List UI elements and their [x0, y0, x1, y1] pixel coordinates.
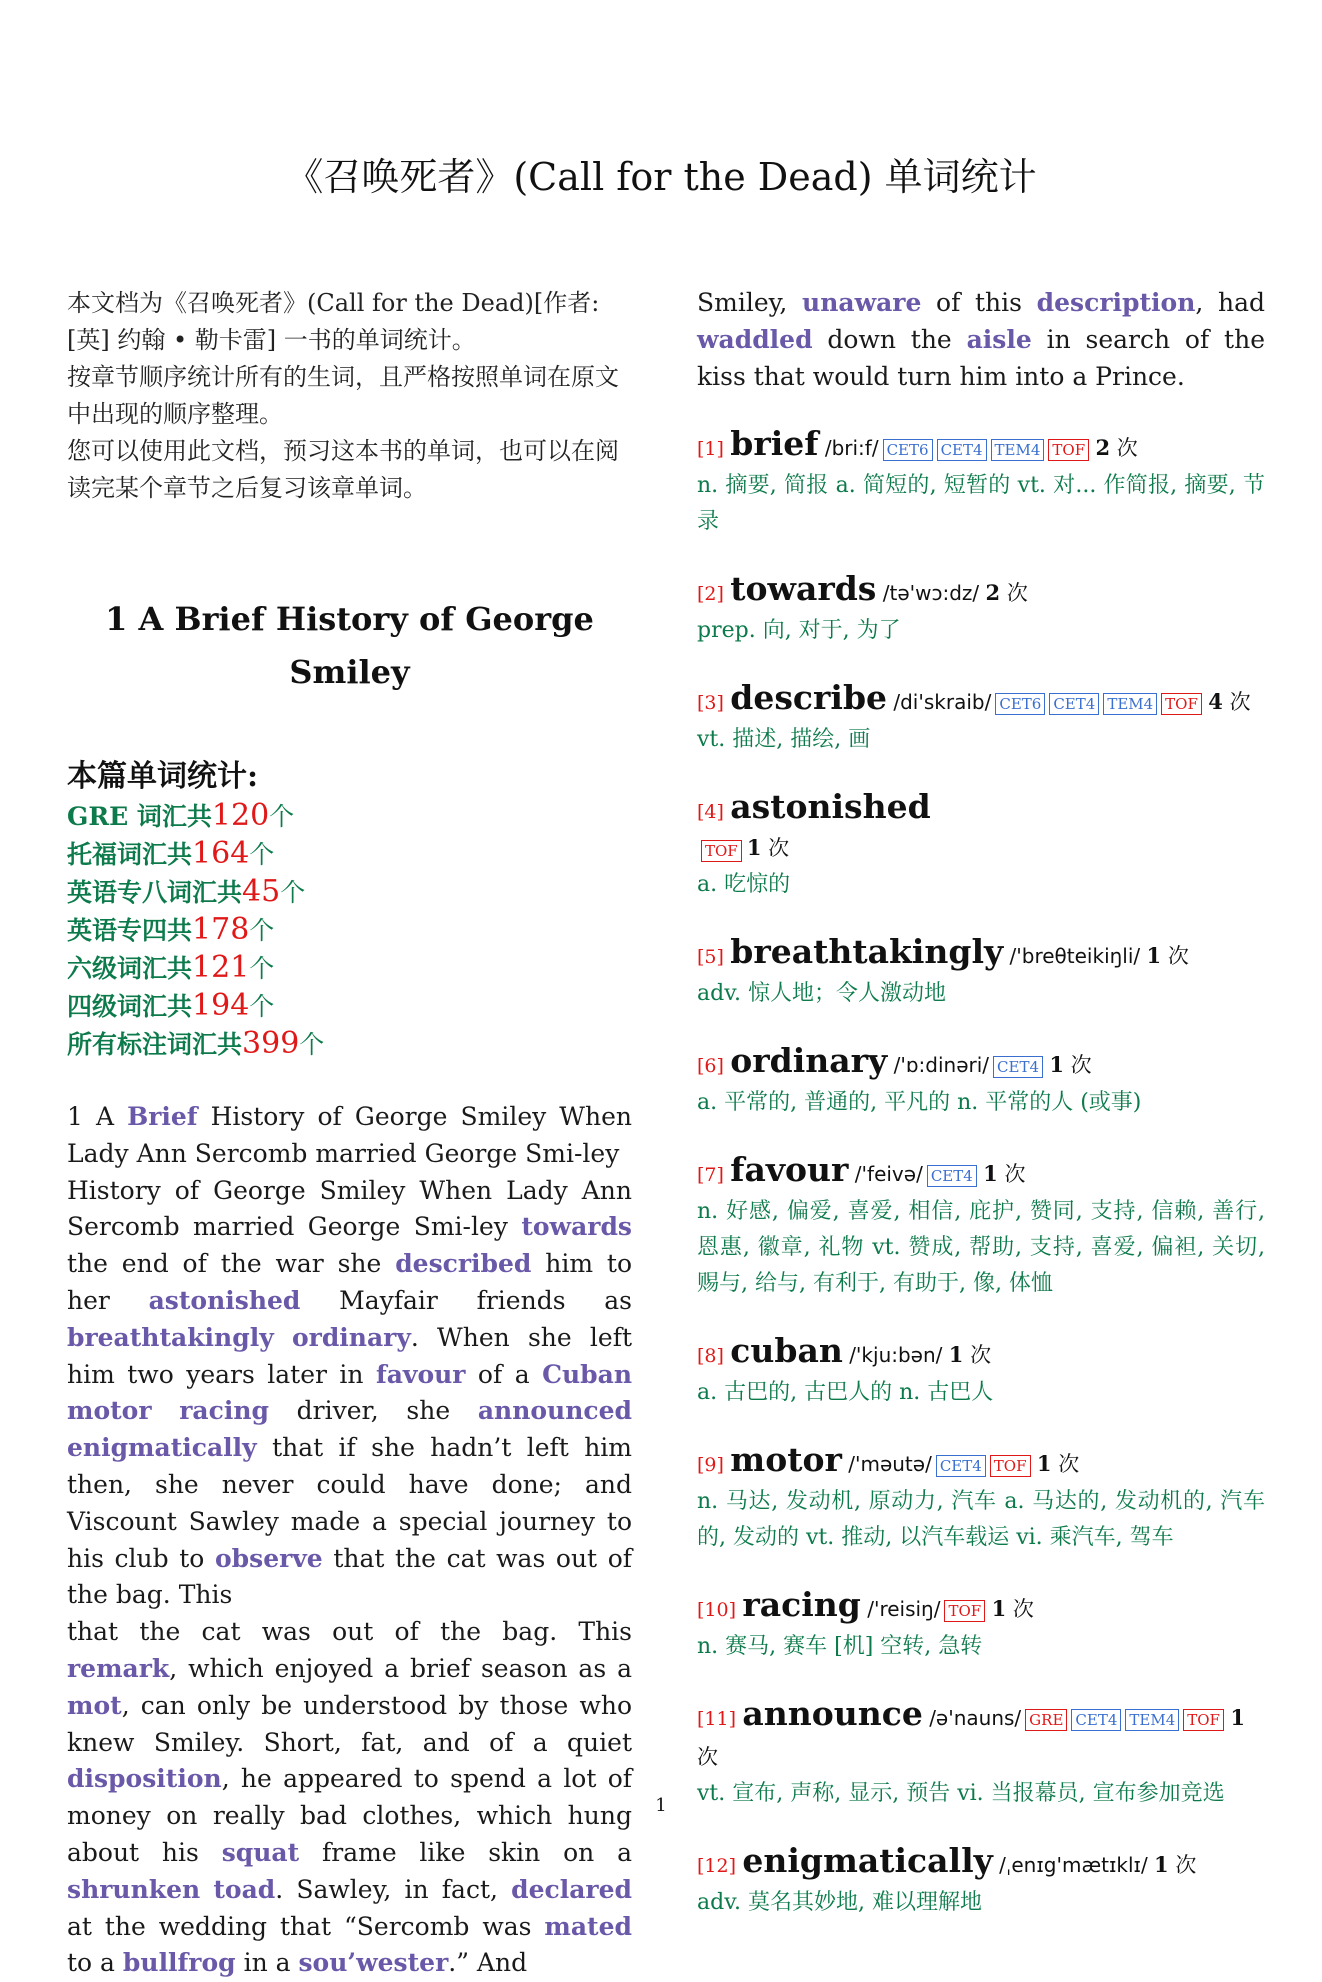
text-run: down the [812, 324, 967, 354]
continued-passage [697, 285, 1265, 395]
entry-index: [9] [697, 1454, 724, 1477]
entry-frequency [1049, 1053, 1091, 1077]
entry-word: motor [730, 1440, 842, 1480]
vocab-entry [697, 1042, 1265, 1121]
text-run: , had [1195, 288, 1265, 317]
vocab-word: mot [67, 1690, 122, 1720]
text-run: History of George Smiley When Lady Ann Sercomb married George Smi-ley [67, 1102, 632, 1168]
stat-row-all: 所有标注词汇共399个 [67, 1026, 325, 1061]
entry-frequency [949, 1343, 991, 1367]
vocab-entry [697, 1586, 1265, 1665]
vocab-word: unaware [802, 288, 922, 317]
entry-frequency [747, 836, 789, 860]
frequency-unit: 次 [970, 1343, 992, 1368]
stat-row-gre: GRE 词汇共120个 [67, 798, 295, 833]
left-column [67, 285, 632, 1982]
entry-definition: n. 马达, 发动机, 原动力, 汽车 a. 马达的, 发动机的, 汽车的, 发动的 vt. 推动, 以汽车载运 vi. 乘汽车, 驾车 [697, 1489, 1265, 1551]
text-run: . When she left him two years later in [67, 1322, 633, 1389]
vocab-word: breathtakingly [67, 1322, 274, 1352]
frequency-count: 1 [991, 1596, 1007, 1622]
chapter-body-text [67, 1099, 632, 1982]
entry-definition: a. 吃惊的 [697, 872, 791, 898]
entry-index: [8] [697, 1345, 724, 1368]
vocab-word: motor [67, 1396, 152, 1426]
entry-head [697, 1441, 1265, 1484]
frequency-count: 1 [948, 1342, 964, 1368]
text-run [152, 1396, 180, 1425]
exam-tag: CET4 [927, 1165, 977, 1187]
exam-tag: CET6 [995, 693, 1045, 715]
entry-word: favour [730, 1150, 849, 1190]
vocab-entry [697, 788, 1265, 903]
entry-tags [697, 831, 1265, 867]
entry-definition: vt. 宣布, 声称, 显示, 预告 vi. 当报幕员, 宣布参加竞选 [697, 1781, 1225, 1807]
stat-row-toefl: 托福词汇共164个 [67, 836, 275, 871]
text-run: of a [465, 1359, 543, 1389]
stat-row-cet6: 六级词汇共121个 [67, 950, 275, 985]
frequency-count: 2 [985, 580, 1001, 606]
entry-head [697, 788, 1265, 831]
vocab-word: astonished [148, 1285, 301, 1315]
entry-phonetic: /'reisiŋ/ [867, 1597, 941, 1622]
vocab-word: disposition [67, 1764, 222, 1794]
vocab-entry [697, 933, 1265, 1012]
entry-head [697, 1842, 1265, 1885]
frequency-unit: 次 [1006, 581, 1028, 606]
entry-index: [5] [697, 946, 724, 969]
stats-title: 本篇单词统计: [67, 759, 259, 794]
entry-head [697, 1695, 1265, 1776]
entry-definition: a. 古巴的, 古巴人的 n. 古巴人 [697, 1380, 994, 1406]
vocab-entry [697, 1441, 1265, 1556]
vocab-word: enigmatically [67, 1433, 257, 1463]
entry-definition: a. 平常的, 普通的, 平凡的 n. 平常的人 (或事) [697, 1090, 1142, 1116]
stats-list [67, 797, 632, 1063]
entry-word: brief [730, 424, 819, 464]
exam-tag: TOF [1183, 1709, 1224, 1731]
entry-phonetic: /'ɒ:dinəri/ [893, 1053, 990, 1078]
entry-head [697, 1586, 1265, 1629]
exam-tag: TEM4 [1103, 693, 1157, 715]
frequency-unit: 次 [1175, 1853, 1197, 1878]
text-run: Mayfair friends as [300, 1285, 633, 1315]
frequency-count: 1 [1146, 943, 1162, 969]
entry-definition: n. 好感, 偏爱, 喜爱, 相信, 庇护, 赞同, 支持, 信赖, 善行, 恩惠, 徽章, 礼物 vt. 赞成, 帮助, 支持, 喜爱, 偏袒, 关切, 赐与, 给与, 有利于, 有助于, 像, 体恤 [697, 1199, 1265, 1297]
vocab-word: towards [521, 1212, 632, 1242]
text-run: .” And [448, 1948, 528, 1978]
entry-word: ordinary [730, 1041, 888, 1081]
frequency-count: 4 [1208, 689, 1223, 715]
text-run: , can only be understood by those who knew Smiley. Short, fat, and of a quiet [67, 1690, 632, 1757]
text-run: that if she hadn’t left him then, she never could have done; and Viscount Sawley made a special journey to his club to [67, 1433, 632, 1573]
entry-definition: adv. 惊人地；令人激动地 [697, 981, 947, 1007]
entry-frequency [983, 1162, 1025, 1186]
exam-tag: CET6 [883, 439, 933, 461]
vocab-entry [697, 570, 1265, 649]
vocab-word: squat [221, 1837, 300, 1867]
vocab-word: observe [214, 1543, 323, 1573]
text-run [274, 1323, 292, 1352]
text-run: him to her [67, 1249, 633, 1315]
entry-index: [12] [697, 1855, 737, 1878]
entry-index: [2] [697, 583, 724, 606]
text-run: in a [235, 1948, 299, 1978]
vocab-word: remark [67, 1653, 170, 1683]
vocab-word: announced [477, 1396, 632, 1426]
right-column [697, 285, 1265, 1921]
entry-head [697, 425, 1265, 468]
text-run [200, 1875, 213, 1904]
entry-frequency [1037, 1452, 1079, 1476]
entry-phonetic: /ə'nauns/ [929, 1706, 1022, 1731]
entry-frequency [1208, 690, 1250, 714]
entry-index: [4] [697, 801, 724, 824]
exam-tag: TEM4 [1125, 1709, 1179, 1731]
entry-phonetic: /'feivə/ [854, 1162, 923, 1187]
frequency-count: 1 [983, 1161, 998, 1187]
page-number: 1 [655, 1795, 667, 1816]
frequency-count: 2 [1095, 435, 1111, 461]
vocab-word: Brief [127, 1102, 198, 1131]
entry-word: cuban [730, 1331, 843, 1371]
entry-index: [7] [697, 1164, 724, 1187]
exam-tag: CET4 [1071, 1709, 1121, 1731]
exam-tag: CET4 [1049, 693, 1099, 715]
intro-line-1: 本文档为《召唤死者》(Call for the Dead)[作者: [英] 约翰 • 勒卡雷] 一书的单词统计。 [67, 289, 600, 354]
frequency-unit: 次 [1058, 1452, 1080, 1477]
entry-phonetic: /ˌenɪg'mætɪklɪ/ [999, 1853, 1148, 1878]
entry-definition: n. 摘要, 简报 a. 简短的, 短暂的 vt. 对... 作简报, 摘要, 节录 [697, 473, 1265, 535]
vocabulary-list [697, 425, 1265, 1921]
text-run: , he appeared to spend a lot of money on really bad clothes, which hung about his [67, 1764, 632, 1867]
entry-phonetic: /'məutə/ [848, 1452, 932, 1477]
frequency-unit: 次 [1167, 944, 1189, 969]
stat-row-cet4: 四级词汇共194个 [67, 988, 275, 1023]
vocab-word: toad [213, 1874, 276, 1904]
frequency-count: 1 [1036, 1451, 1052, 1477]
entry-phonetic: /bri:f/ [824, 436, 879, 461]
exam-tag: TOF [701, 840, 742, 862]
entry-frequency [1147, 944, 1189, 968]
exam-tag: TOF [990, 1455, 1031, 1477]
entry-index: [10] [697, 1599, 737, 1622]
intro [67, 285, 632, 507]
vocab-word: waddled [697, 324, 813, 354]
entry-definition: adv. 莫名其妙地, 难以理解地 [697, 1890, 982, 1916]
vocab-word: mated [544, 1911, 632, 1941]
text-run: , which enjoyed a brief season as a [169, 1653, 632, 1683]
vocab-entry [697, 1842, 1265, 1921]
text-run: of this [921, 288, 1037, 317]
entry-index: [11] [697, 1708, 737, 1731]
text-run: that the cat was out of the bag. This [67, 1543, 633, 1610]
entry-head [697, 933, 1265, 976]
text-run: that the cat was out of the bag. This [67, 1617, 632, 1647]
vocab-word: described [395, 1249, 532, 1279]
stat-row-tem4: 英语专四共178个 [67, 912, 275, 947]
intro-line-3: 您可以使用此文档，预习这本书的单词，也可以在阅读完某个章节之后复习该章单词。 [67, 437, 619, 502]
entry-frequency [986, 581, 1028, 605]
exam-tag: CET4 [937, 439, 987, 461]
exam-tag: CET4 [936, 1455, 986, 1477]
entry-head [697, 679, 1265, 722]
frequency-count: 1 [746, 835, 762, 861]
exam-tag: CET4 [993, 1056, 1043, 1078]
entry-definition: vt. 描述, 描绘, 画 [697, 727, 871, 753]
exam-tag: TOF [1161, 693, 1202, 715]
chapter-heading: 1 A Brief History of George Smiley [105, 600, 594, 691]
entry-index: [3] [697, 692, 724, 715]
entry-phonetic: /'kju:bən/ [849, 1343, 943, 1368]
intro-line-2: 按章节顺序统计所有的生词，且严格按照单词在原文中出现的顺序整理。 [67, 363, 619, 428]
frequency-count: 1 [1154, 1852, 1169, 1878]
text-run: 1 A [67, 1102, 128, 1131]
text-run: to a [67, 1948, 123, 1978]
vocab-word: favour [375, 1359, 466, 1389]
entry-phonetic: /tə'wɔ:dz/ [882, 581, 980, 606]
frequency-unit: 次 [1012, 1597, 1034, 1622]
frequency-unit: 次 [1004, 1162, 1026, 1187]
text-run: driver, she [268, 1396, 478, 1426]
frequency-count: 1 [1049, 1052, 1064, 1078]
frequency-unit: 次 [1070, 1053, 1092, 1078]
text-run: frame like skin on a [299, 1837, 632, 1867]
entry-frequency [1095, 436, 1137, 460]
text-run: the end of the war she [67, 1249, 396, 1279]
entry-head [697, 1332, 1265, 1375]
vocab-entry [697, 1151, 1265, 1302]
entry-word: racing [742, 1585, 861, 1625]
text-run: in search of the kiss that would turn him into a Prince. [697, 324, 1265, 391]
entry-index: [6] [697, 1055, 724, 1078]
entry-definition: prep. 向, 对于, 为了 [697, 618, 901, 644]
entry-word: towards [730, 569, 877, 609]
vocab-word: description [1036, 288, 1196, 317]
stat-row-tem8: 英语专八词汇共45个 [67, 874, 306, 909]
text-run: . Sawley, in fact, [275, 1874, 512, 1904]
vocab-word: shrunken [67, 1874, 201, 1904]
text-run: at the wedding that “Sercomb was [67, 1911, 545, 1941]
frequency-unit: 次 [1116, 436, 1138, 461]
vocab-word: declared [511, 1874, 632, 1904]
vocab-word: ordinary [291, 1322, 411, 1352]
text-run: Smiley, [697, 288, 803, 317]
frequency-unit: 次 [1229, 690, 1251, 715]
entry-head [697, 570, 1265, 613]
document-title: 《召唤死者》(Call for the Dead) 单词统计 [285, 155, 1037, 199]
vocab-entry [697, 425, 1265, 540]
vocab-word: racing [179, 1396, 269, 1426]
entry-word: describe [730, 678, 888, 718]
exam-tag: TOF [944, 1600, 985, 1622]
exam-tag: GRE [1025, 1709, 1067, 1731]
text-run: History of George Smiley When Lady Ann Sercomb married George Smi-ley [67, 1175, 632, 1242]
entry-phonetic: /di'skraib/ [893, 690, 992, 715]
vocab-word: Cuban [542, 1359, 632, 1389]
entry-word: astonished [730, 787, 931, 827]
entry-definition: n. 赛马, 赛车 [机] 空转, 急转 [697, 1634, 983, 1660]
entry-word: breathtakingly [730, 932, 1004, 972]
frequency-unit: 次 [697, 1745, 718, 1770]
entry-index: [1] [697, 438, 724, 461]
frequency-unit: 次 [768, 836, 790, 861]
exam-tag: TOF [1048, 439, 1089, 461]
vocab-entry [697, 679, 1265, 758]
entry-word: announce [742, 1694, 923, 1734]
frequency-count: 1 [1230, 1705, 1245, 1731]
vocab-entry [697, 1332, 1265, 1411]
entry-frequency [1154, 1853, 1196, 1877]
exam-tag: TEM4 [991, 439, 1045, 461]
entry-head [697, 1151, 1265, 1194]
entry-phonetic: /'breθteikiŋli/ [1009, 944, 1141, 969]
vocab-word: bullfrog [122, 1948, 236, 1978]
entry-frequency [992, 1597, 1034, 1621]
vocab-word: aisle [966, 324, 1032, 354]
entry-head [697, 1042, 1265, 1085]
entry-word: enigmatically [742, 1841, 993, 1881]
vocab-word: sou’wester [298, 1948, 449, 1978]
